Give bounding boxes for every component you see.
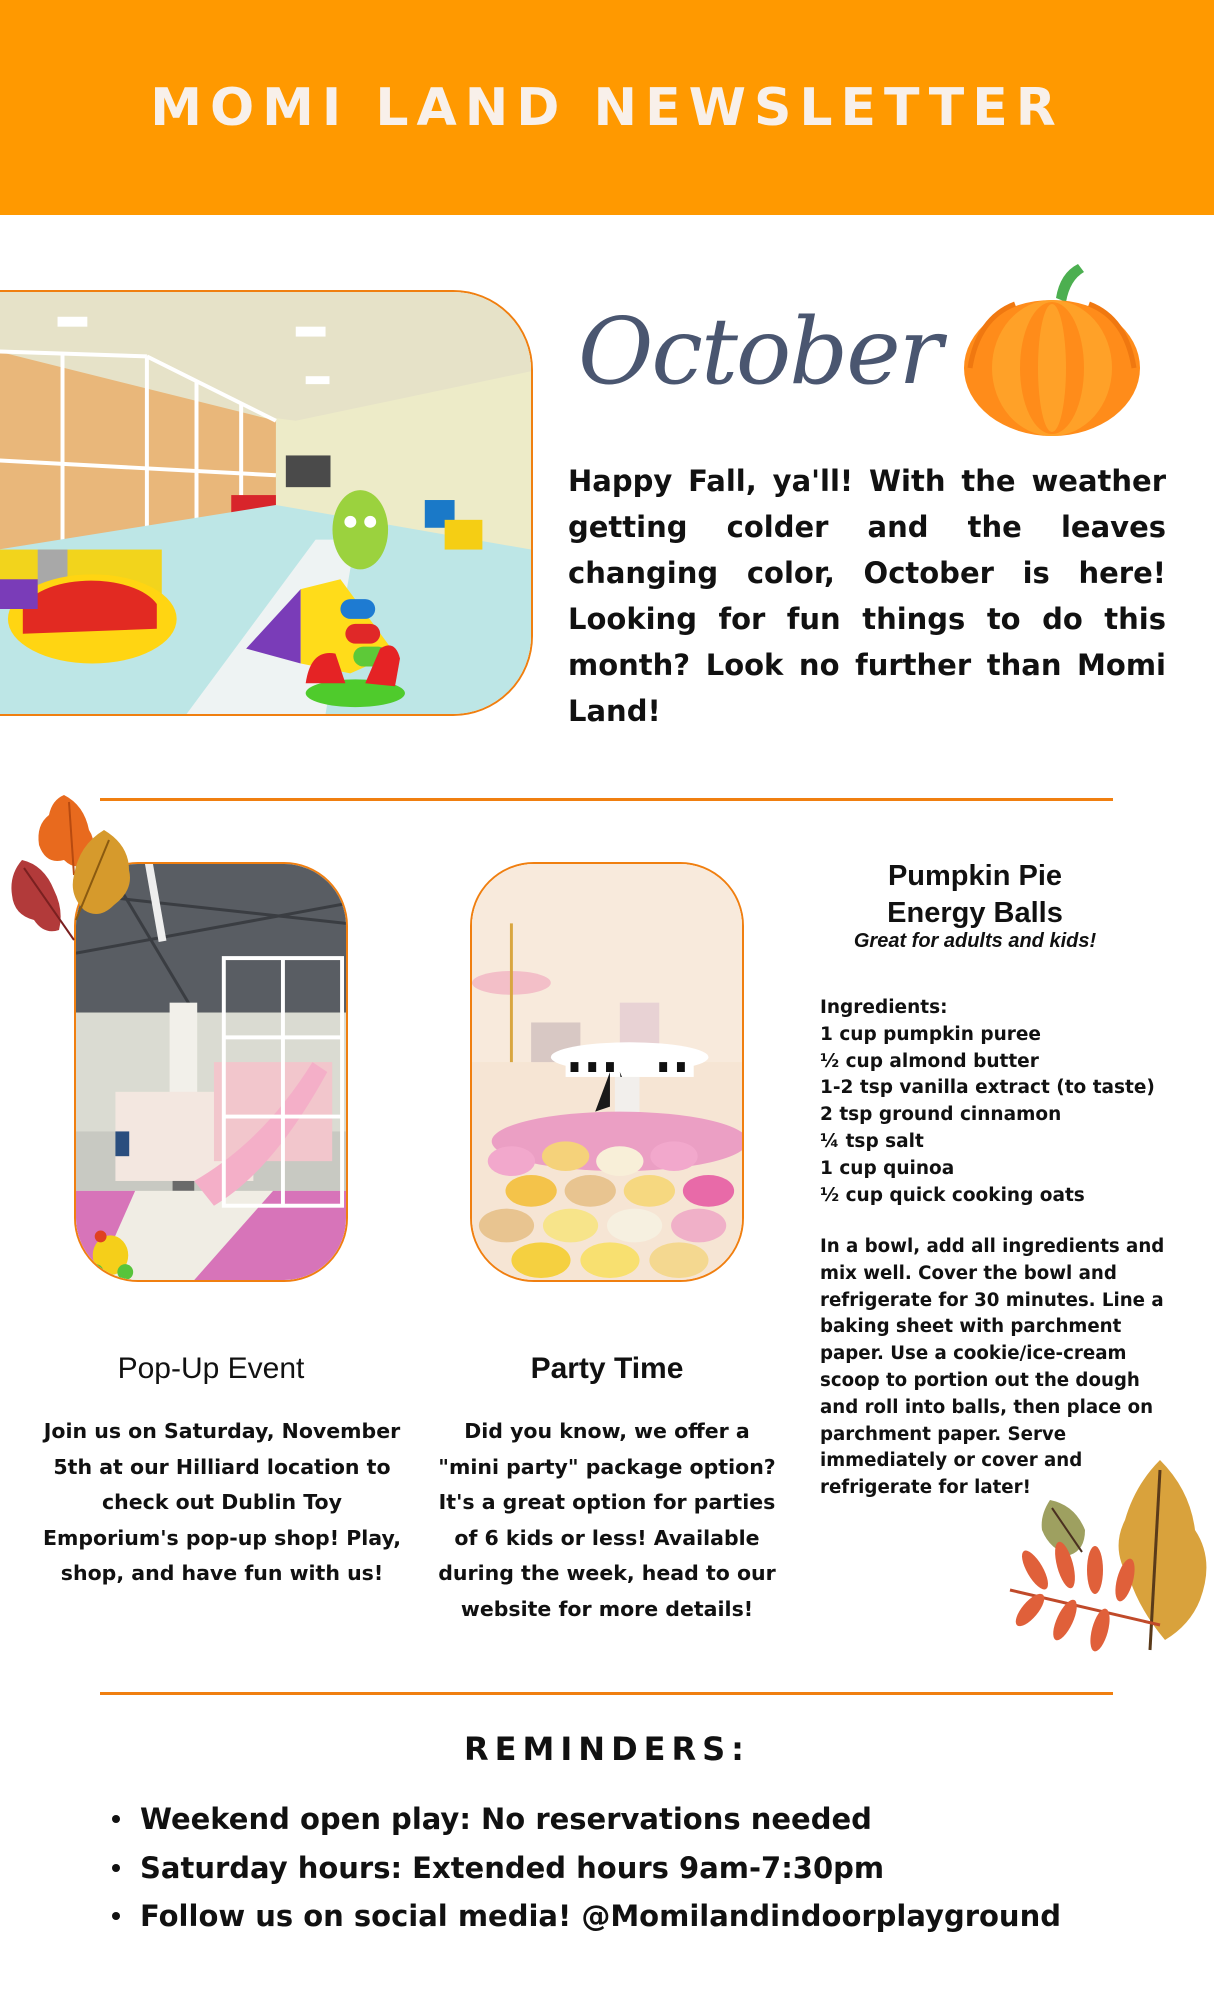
bullet-icon	[112, 1815, 120, 1823]
reminder-item	[110, 1892, 1110, 1941]
reminders-list	[110, 1795, 1110, 1941]
party-time-title: Party Time	[530, 1352, 684, 1385]
party-time-photo	[470, 862, 744, 1282]
autumn-leaves-icon	[990, 1460, 1214, 1660]
month-heading: October	[578, 298, 941, 405]
autumn-leaves-icon	[4, 790, 139, 965]
ingredient-item: 1 cup pumpkin puree	[820, 1023, 1041, 1045]
reminders-title: REMINDERS:	[464, 1730, 750, 1768]
ingredient-item: 1-2 tsp vanilla extract (to taste)	[820, 1077, 1155, 1099]
recipe-title	[820, 858, 1130, 932]
reminder-text: Weekend open play: No reservations needed	[140, 1802, 872, 1837]
pop-up-event-description: Join us on Saturday, November 5th at our Hilliard location to check out Dublin Toy Emporium's pop-up shop! Play, shop, and have fun with us!	[42, 1419, 402, 1585]
section-divider	[100, 1692, 1113, 1695]
reminder-item	[110, 1795, 1110, 1844]
bullet-icon	[112, 1864, 120, 1872]
ingredient-item: 1 cup quinoa	[820, 1157, 955, 1179]
party-time-description: Did you know, we offer a "mini party" package option? It's a great option for parties of 6 kids or less! Available during the week, head to our website for more details!	[438, 1419, 776, 1621]
ingredients-list	[820, 995, 1170, 1209]
intro-paragraph: Happy Fall, ya'll! With the weather getting colder and the leaves changing color, October is here! Looking for fun things to do this month? Look no further than Momi Land!	[568, 464, 1166, 728]
playground-photo-image	[0, 292, 531, 714]
reminder-text: Follow us on social media! @Momilandindoorplayground	[140, 1899, 1061, 1934]
reminder-item	[110, 1844, 1110, 1893]
ingredients-label: Ingredients:	[820, 997, 948, 1018]
party-time-photo-image	[472, 864, 742, 1280]
section-divider	[100, 798, 1113, 801]
ingredient-item: ½ cup quick cooking oats	[820, 1184, 1085, 1206]
newsletter-header	[0, 0, 1214, 215]
pumpkin-icon	[960, 258, 1145, 438]
ingredient-item: 2 tsp ground cinnamon	[820, 1104, 1062, 1126]
recipe-instructions: In a bowl, add all ingredients and mix well. Cover the bowl and refrigerate for 30 minutes. Line a baking sheet with parchment paper. Use a cookie/ice-cream scoop to portion out the dough and roll into balls, then place on parchment paper. Serve immediately or cover and refrigerate for later!	[820, 1236, 1165, 1499]
bullet-icon	[112, 1912, 120, 1920]
pop-up-event-title: Pop-Up Event	[117, 1352, 305, 1385]
recipe-title-line-1: Pumpkin Pie	[887, 860, 1063, 892]
ingredient-item: ½ cup almond butter	[820, 1050, 1039, 1072]
reminder-text: Saturday hours: Extended hours 9am-7:30pm	[140, 1850, 885, 1885]
recipe-subtitle: Great for adults and kids!	[853, 930, 1097, 952]
ingredient-item: ¼ tsp salt	[820, 1130, 924, 1152]
playground-photo	[0, 290, 533, 716]
recipe-title-line-2: Energy Balls	[887, 897, 1063, 929]
newsletter-title: MOMI LAND NEWSLETTER	[150, 77, 1064, 138]
